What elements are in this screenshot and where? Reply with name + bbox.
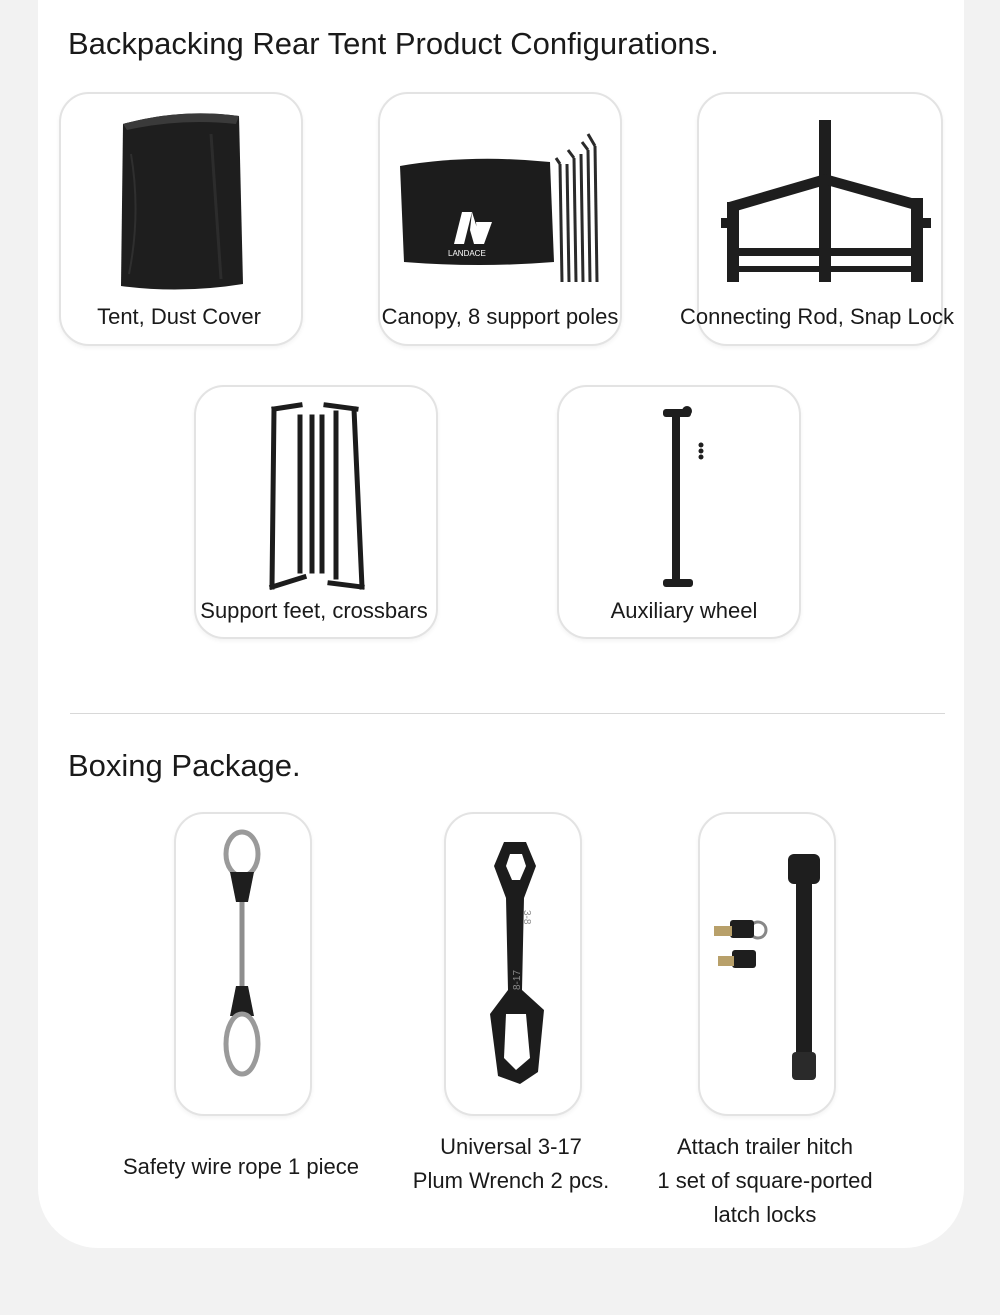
boxing-caption-wrench: Universal 3-17 Plum Wrench 2 pcs. xyxy=(412,1134,610,1193)
config-caption: Auxiliary wheel xyxy=(610,598,758,623)
wrench-icon xyxy=(446,814,580,1114)
config-caption: Tent, Dust Cover xyxy=(97,304,261,329)
boxing-card-hitch-lock xyxy=(698,812,836,1116)
boxing-card-wire-rope xyxy=(174,812,312,1116)
wrench-mark-lower: 8-17 xyxy=(512,969,523,990)
wrench-mark-upper: 3-8 xyxy=(521,910,532,925)
boxing-caption-wire-rope: Safety wire rope 1 piece xyxy=(122,1154,360,1179)
section-divider xyxy=(70,713,945,714)
configurations-title: Backpacking Rear Tent Product Configurations. xyxy=(68,26,719,61)
boxing-title: Boxing Package. xyxy=(68,748,301,783)
config-caption: Support feet, crossbars xyxy=(200,598,428,623)
hitch-lock-icon xyxy=(700,814,834,1114)
canopy-logo-text: LANDACE xyxy=(448,249,486,258)
boxing-card-wrench xyxy=(444,812,582,1116)
config-caption: Canopy, 8 support poles xyxy=(381,304,619,329)
wire-rope-icon xyxy=(176,814,310,1114)
config-caption: Connecting Rod, Snap Lock xyxy=(680,304,954,329)
boxing-caption-hitch-lock: Attach trailer hitch 1 set of square-ported latch locks xyxy=(657,1134,873,1227)
